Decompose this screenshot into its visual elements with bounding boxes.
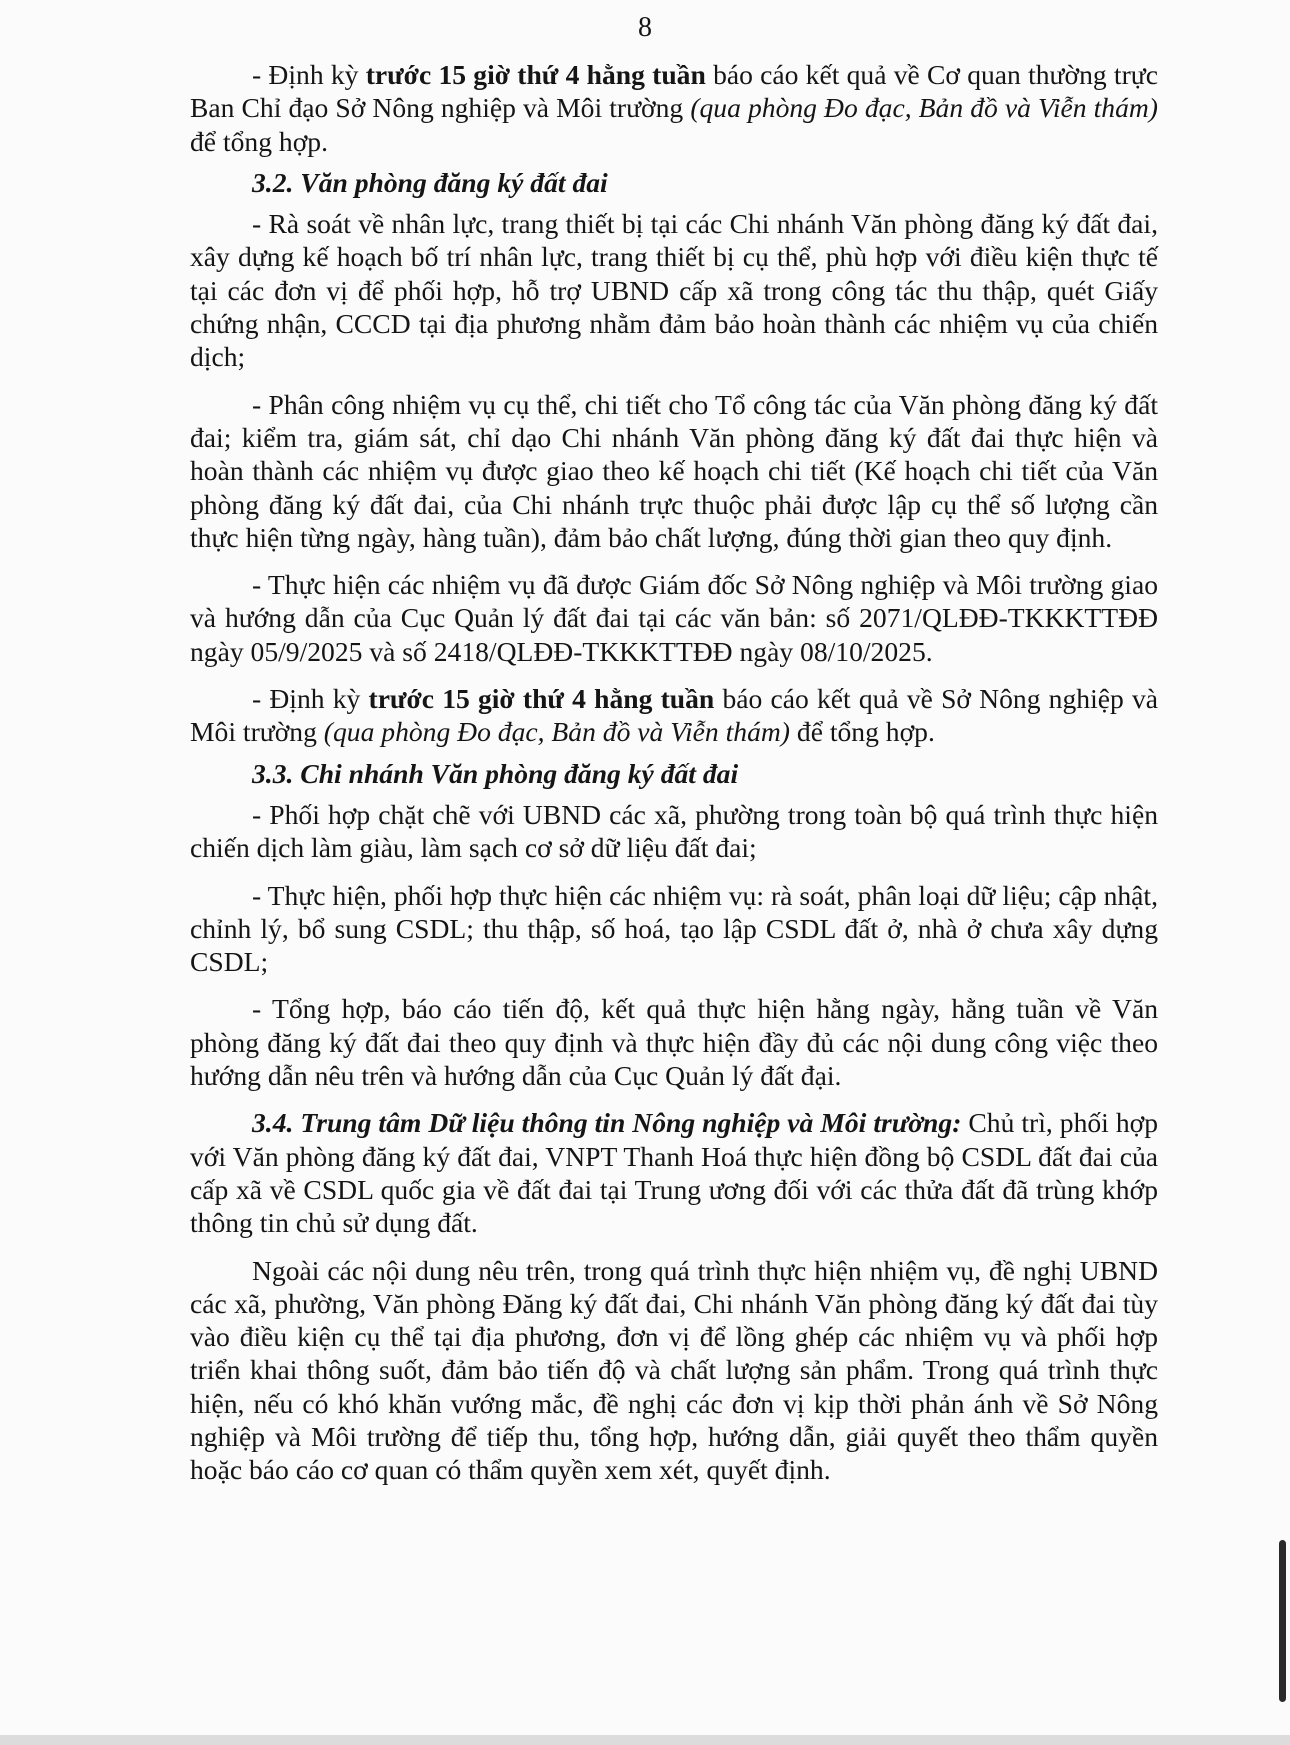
paragraph-reporting-schedule-2 bbox=[190, 682, 1158, 749]
paragraph-review-resources: - Rà soát về nhân lực, trang thiết bị tại các Chi nhánh Văn phòng đăng ký đất đai, xây dựng kế hoạch bố trí nhân lực, trang thiết bị cụ thể, phù hợp với điều kiện thực tế tại các đơn vị để phối hợp, hỗ trợ UBND cấp xã trong công tác thu thập, quét Giấy chứng nhận, CCCD tại địa phương nhằm đảm bảo hoàn thành các nhiệm vụ của chiến dịch; bbox=[190, 208, 1158, 373]
text-run-italic: (qua phòng Đo đạc, Bản đồ và Viễn thám) bbox=[323, 716, 790, 748]
text-run: - Định kỳ bbox=[252, 59, 366, 90]
text-run: báo cáo kết quả về Cơ quan thường trực Ban Chỉ đạo Sở Nông nghiệp và Môi trường bbox=[190, 59, 1158, 124]
text-run: để tổng hợp. bbox=[190, 125, 328, 157]
paragraph-progress-report: - Tổng hợp, báo cáo tiến độ, kết quả thực hiện hằng ngày, hằng tuần về Văn phòng đăng ký đất đai theo quy định và thực hiện đầy đủ các nội dung công việc theo hướng dẫn nêu trên và hướng dẫn của Cục Quản lý đất đại. bbox=[190, 993, 1158, 1092]
paragraph-implement-tasks: - Thực hiện, phối hợp thực hiện các nhiệm vụ: rà soát, phân loại dữ liệu; cập nhật, chỉnh lý, bổ sung CSDL; thu thập, số hoá, tạo lập CSDL đất ở, nhà ở chưa xây dựng CSDL; bbox=[190, 879, 1158, 978]
text-run-italic: (qua phòng Đo đạc, Bản đồ và Viễn thám) bbox=[690, 92, 1158, 124]
page-bottom-edge bbox=[0, 1735, 1290, 1745]
paragraph-assign-tasks: - Phân công nhiệm vụ cụ thể, chi tiết cho Tổ công tác của Văn phòng đăng ký đất đai; kiểm tra, giám sát, chỉ dạo Chi nhánh Văn phòng đăng ký đất đai thực hiện và hoàn thành các nhiệm vụ được giao theo kế hoạch chi tiết (Kế hoạch chi tiết của Văn phòng đăng ký đất đai, của Chi nhánh trực thuộc phải được lập cụ thể số lượng cần thực hiện từng ngày, hàng tuần), đảm bảo chất lượng, đúng thời gian theo quy định. bbox=[190, 388, 1158, 553]
section-heading-3-3: 3.3. Chi nhánh Văn phòng đăng ký đất đai bbox=[252, 757, 739, 789]
section-heading-3-4: 3.4. Trung tâm Dữ liệu thông tin Nông nghiệp và Môi trường: bbox=[252, 1107, 962, 1139]
text-run-bold: trước 15 giờ thứ 4 hằng tuần bbox=[368, 683, 715, 715]
paragraph-implement-guidance: - Thực hiện các nhiệm vụ đã được Giám đốc Sở Nông nghiệp và Môi trường giao và hướng dẫn của Cục Quản lý đất đai tại các văn bản: số 2071/QLĐĐ-TKKKTTĐĐ ngày 05/9/2025 và số 2418/QLĐĐ-TKKKTTĐĐ ngày 08/10/2025. bbox=[190, 569, 1158, 667]
section-heading-3-2: 3.2. Văn phòng đăng ký đất đai bbox=[252, 166, 608, 198]
page-number: 8 bbox=[638, 12, 652, 43]
text-run-bold: trước 15 giờ thứ 4 hằng tuần bbox=[365, 59, 706, 90]
paragraph-closing: Ngoài các nội dung nêu trên, trong quá trình thực hiện nhiệm vụ, đề nghị UBND các xã, phường, Văn phòng Đăng ký đất đai, Chi nhánh Văn phòng đăng ký đất đai tùy vào điều kiện cụ thể tại địa phương, đơn vị để lồng ghép các nhiệm vụ và phối hợp triển khai thông suốt, đảm bảo tiến độ và chất lượng sản phẩm. Trong quá trình thực hiện, nếu có khó khăn vướng mắc, đề nghị các đơn vị kịp thời phản ánh về Sở Nông nghiệp và Môi trường để tiếp thu, tổng hợp, hướng dẫn, giải quyết theo thẩm quyền hoặc báo cáo cơ quan có thẩm quyền xem xét, quyết định. bbox=[190, 1254, 1158, 1486]
text-run: báo cáo kết quả về Sở Nông nghiệp và Môi trường bbox=[190, 683, 1158, 748]
text-run: Chủ trì, phối hợp với Văn phòng đăng ký đất đai, VNPT Thanh Hoá thực hiện đồng bộ CSDL đất đai của cấp xã về CSDL quốc gia về đất đai tại Trung ương đối với các thửa đất đã trùng khớp thông tin chủ sử dụng đất. bbox=[190, 1107, 1158, 1239]
vertical-scrollbar[interactable] bbox=[1279, 1540, 1286, 1702]
text-run: - Định kỳ bbox=[252, 683, 369, 715]
document-body bbox=[190, 58, 1158, 1487]
paragraph-coordinate-ubnd: - Phối hợp chặt chẽ với UBND các xã, phường trong toàn bộ quá trình thực hiện chiến dịch làm giàu, làm sạch cơ sở dữ liệu đất đai; bbox=[190, 798, 1158, 864]
text-run: để tổng hợp. bbox=[790, 716, 935, 748]
paragraph-reporting-schedule-1 bbox=[190, 58, 1158, 158]
paragraph-section-3-4 bbox=[190, 1106, 1158, 1239]
